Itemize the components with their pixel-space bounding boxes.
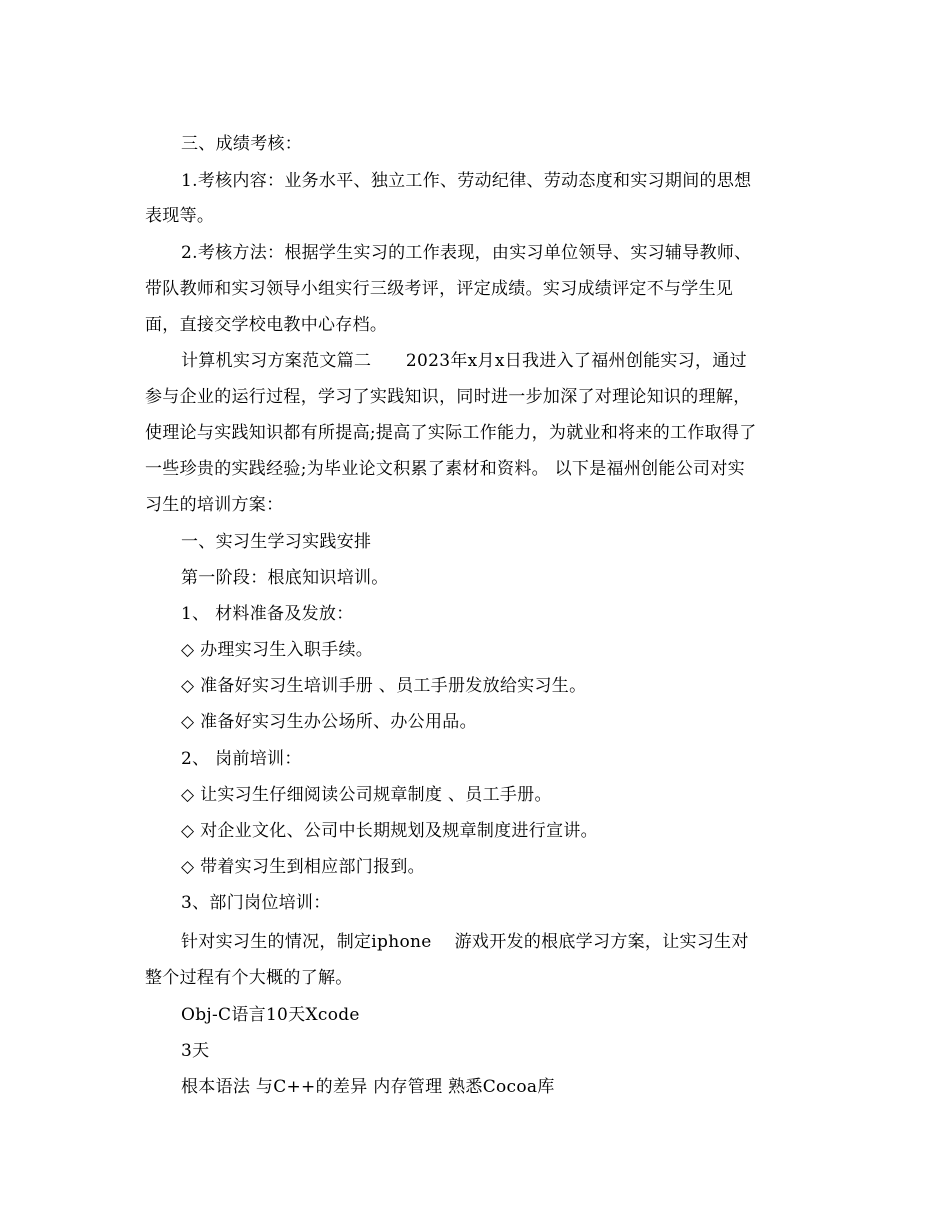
paragraph-line: 2.考核方法：根据学生实习的工作表现，由实习单位领导、实习辅导教师、	[181, 243, 752, 263]
list-heading: 3、部门岗位培训：	[181, 893, 331, 913]
paragraph-line: 计算机实习方案范文篇二 2023年x月x日我进入了福州创能实习，通过	[181, 351, 747, 371]
paragraph-line: 表现等。	[145, 206, 215, 226]
paragraph-line: 习生的培训方案：	[145, 495, 284, 515]
section-heading-practice-arrangement: 一、实习生学习实践安排	[181, 532, 372, 552]
paragraph-line: 使理论与实践知识都有所提高;提高了实际工作能力，为就业和将来的工作取得了	[145, 423, 757, 443]
paragraph-line: 带队教师和实习领导小组实行三级考评，评定成绩。实习成绩评定不与学生见	[145, 279, 734, 299]
stage-heading: 第一阶段：根底知识培训。	[181, 568, 389, 588]
list-item: ◇ 办理实习生入职手续。	[181, 640, 374, 660]
paragraph-line: 针对实习生的情况，制定iphone 游戏开发的根底学习方案，让实习生对	[181, 932, 749, 952]
paragraph-line: 1.考核内容：业务水平、独立工作、劳动纪律、劳动态度和实习期间的思想	[181, 171, 752, 191]
paragraph-line: 面，直接交学校电教中心存档。	[145, 315, 388, 335]
list-item: ◇ 对企业文化、公司中长期规划及规章制度进行宣讲。	[181, 821, 598, 841]
list-item: ◇ 准备好实习生培训手册 、员工手册发放给实习生。	[181, 676, 587, 696]
list-item: ◇ 带着实习生到相应部门报到。	[181, 857, 425, 877]
paragraph-line: 一些珍贵的实践经验;为毕业论文积累了素材和资料。 以下是福州创能公司对实	[145, 459, 745, 479]
list-item: ◇ 准备好实习生办公场所、办公用品。	[181, 712, 477, 732]
course-line: Obj-C语言10天Xcode	[181, 1005, 360, 1025]
paragraph-line: 整个过程有个大概的了解。	[145, 968, 353, 988]
course-line: 根本语法 与C++的差异 内存管理 熟悉Cocoa库	[181, 1077, 555, 1097]
section-heading-grade-assessment: 三、成绩考核：	[181, 134, 303, 154]
paragraph-line: 参与企业的运行过程，学习了实践知识，同时进一步加深了对理论知识的理解，	[145, 387, 751, 407]
course-line: 3天	[181, 1041, 210, 1061]
list-heading: 1、 材料准备及发放：	[181, 604, 354, 624]
list-heading: 2、 岗前培训：	[181, 749, 302, 769]
list-item: ◇ 让实习生仔细阅读公司规章制度 、员工手册。	[181, 785, 552, 805]
